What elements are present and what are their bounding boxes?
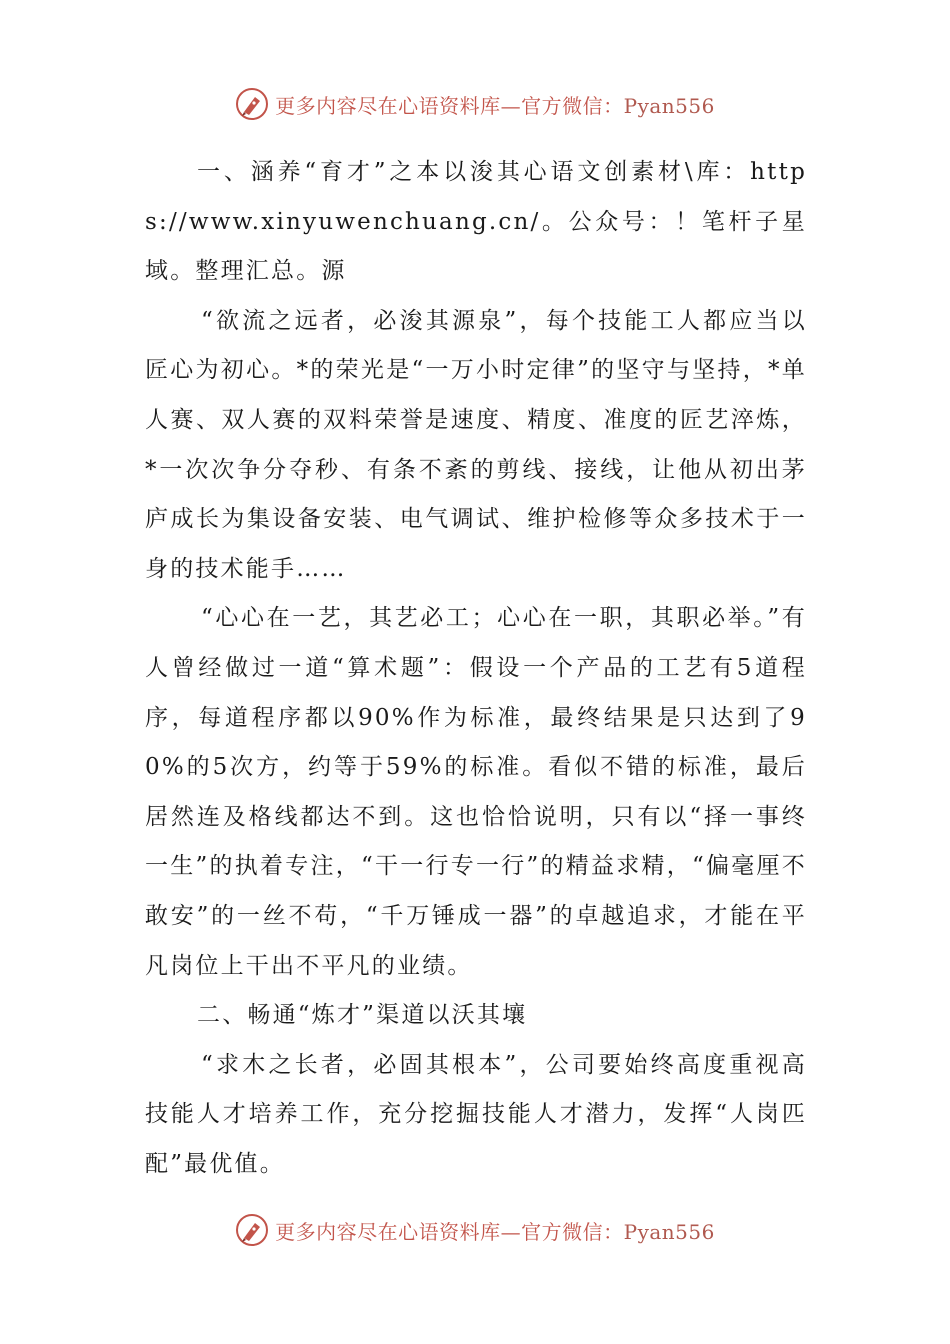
footer-banner-account: Pyan556 (623, 1219, 715, 1244)
section-heading-2: 二、畅通“炼才”渠道以沃其壤 (197, 1002, 528, 1029)
paragraph: “欲流之远者，必浚其源泉”，每个技能工人都应当以匠心为初心。*的荣光是“一万小时定律”的坚守与坚持，*单人赛、双人赛的双料荣誉是速度、精度、准度的匠艺淬炼，*一次次争分夺秒、有条不紊的剪线、接线，让他从初出茅庐成长为集设备安装、电气调试、维护检修等众多技术于一身的技术能手…… (145, 307, 807, 582)
section-heading-1: 一、涵养“育才”之本以浚其心语文创素材\库：https://www.xinyuwenchuang.cn/。公众号：！笔杆子星域。整理汇总。源 (145, 159, 807, 285)
footer-banner (0, 1210, 950, 1250)
header-banner (0, 84, 950, 124)
pen-nib-logo-icon (235, 87, 269, 121)
header-banner-account: Pyan556 (623, 93, 715, 118)
pen-nib-logo-icon (235, 1213, 269, 1247)
footer-banner-text: 更多内容尽在心语资料库—官方微信：Pyan556 (275, 1219, 715, 1244)
paragraph: “心心在一艺，其艺必工；心心在一职，其职必举。”有人曾经做过一道“算术题”：假设一个产品的工艺有5道程序，每道程序都以90%作为标准，最终结果是只达到了90%的5次方，约等于59%的标准。看似不错的标准，最后居然连及格线都达不到。这也恰恰说明，只有以“择一事终一生”的执着专注，“干一行专一行”的精益求精，“偏毫厘不敢安”的一丝不苟，“千万锤成一器”的卓越追求，才能在平凡岗位上干出不平凡的业绩。 (145, 605, 807, 979)
header-banner-text: 更多内容尽在心语资料库—官方微信：Pyan556 (275, 93, 715, 118)
document-body (145, 148, 807, 1189)
paragraph: “求木之长者，必固其根本”，公司要始终高度重视高技能人才培养工作，充分挖掘技能人才潜力，发挥“人岗匹配”最优值。 (145, 1051, 807, 1177)
